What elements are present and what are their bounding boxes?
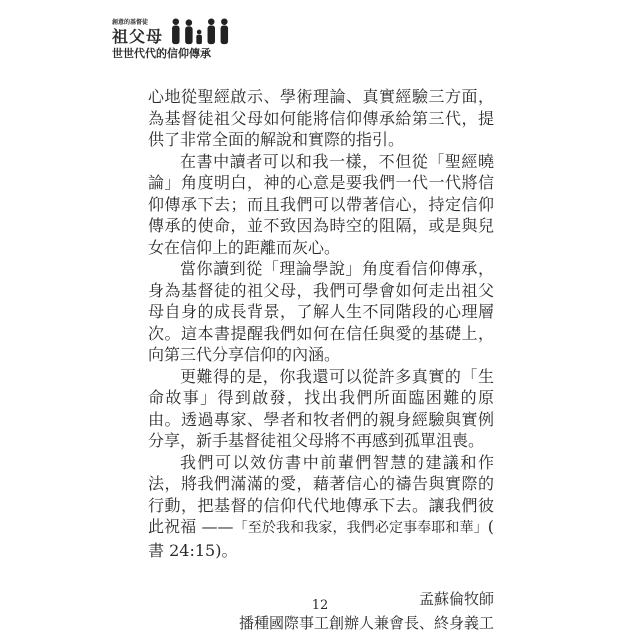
logo-subtitle: 世世代代的信仰傳承 — [112, 47, 211, 60]
family-silhouette-icon — [167, 18, 235, 46]
logo-text-group — [112, 19, 163, 46]
logo-small-text: 創意的基督徒 — [112, 19, 149, 26]
signature-name: 孟蘇倫牧師 — [418, 590, 494, 608]
page-content — [148, 86, 494, 635]
paragraph: 當你讀到從「理論學說」角度看信仰傳承，身為基督徒的祖父母，我們可學會如何走出祖父母自身的成長背景，了解人生不同階段的心理層次。這本書提醒我們如何在信任與愛的基礎上，向第三代分享信仰的內涵。 — [148, 259, 494, 364]
scripture-quote: 「至於我和我家，我們必定事奉耶和華」 — [233, 520, 488, 536]
logo-title: 祖父母 — [112, 27, 164, 46]
paragraph: 心地從聖經啟示、學術理論、真實經驗三方面，為基督徒祖父母如何能將信仰傳承給第三代，提供了非常全面的解說和實際的指引。 — [148, 87, 494, 149]
scripture-reference: ( 書 24:15)。 — [148, 517, 495, 560]
paragraph-text: 我們可以效仿書中前輩們智慧的建議和作法，將我們滿滿的愛，藉著信心的禱告與實際的行動，把基督的信仰代代地傳承下去。讓我們彼此祝福 —— — [148, 452, 494, 536]
paragraph: 更難得的是，你我還可以從許多真實的「生命故事」得到啟發，找出我們所面臨困難的原由。透過專家、學者和牧者們的親身經驗與實例分享，新手基督徒祖父母將不再感到孤單沮喪。 — [148, 366, 494, 450]
paragraph-closing — [148, 452, 494, 562]
logo-top-row — [112, 18, 242, 46]
signature-title: 播種國際事工創辦人兼會長、終身義工 — [238, 614, 494, 632]
page-body — [148, 86, 494, 561]
page-number: 12 — [311, 598, 329, 613]
book-logo — [112, 18, 242, 61]
paragraph: 在書中讀者可以和我一樣，不但從「聖經曉論」角度明白，神的心意是要我們一代一代將信仰傳承下去；而且我們可以帶著信心，持定信仰傳承的使命，並不致因為時空的阻隔，或是與兒女在信仰上的距離而灰心。 — [148, 151, 494, 257]
